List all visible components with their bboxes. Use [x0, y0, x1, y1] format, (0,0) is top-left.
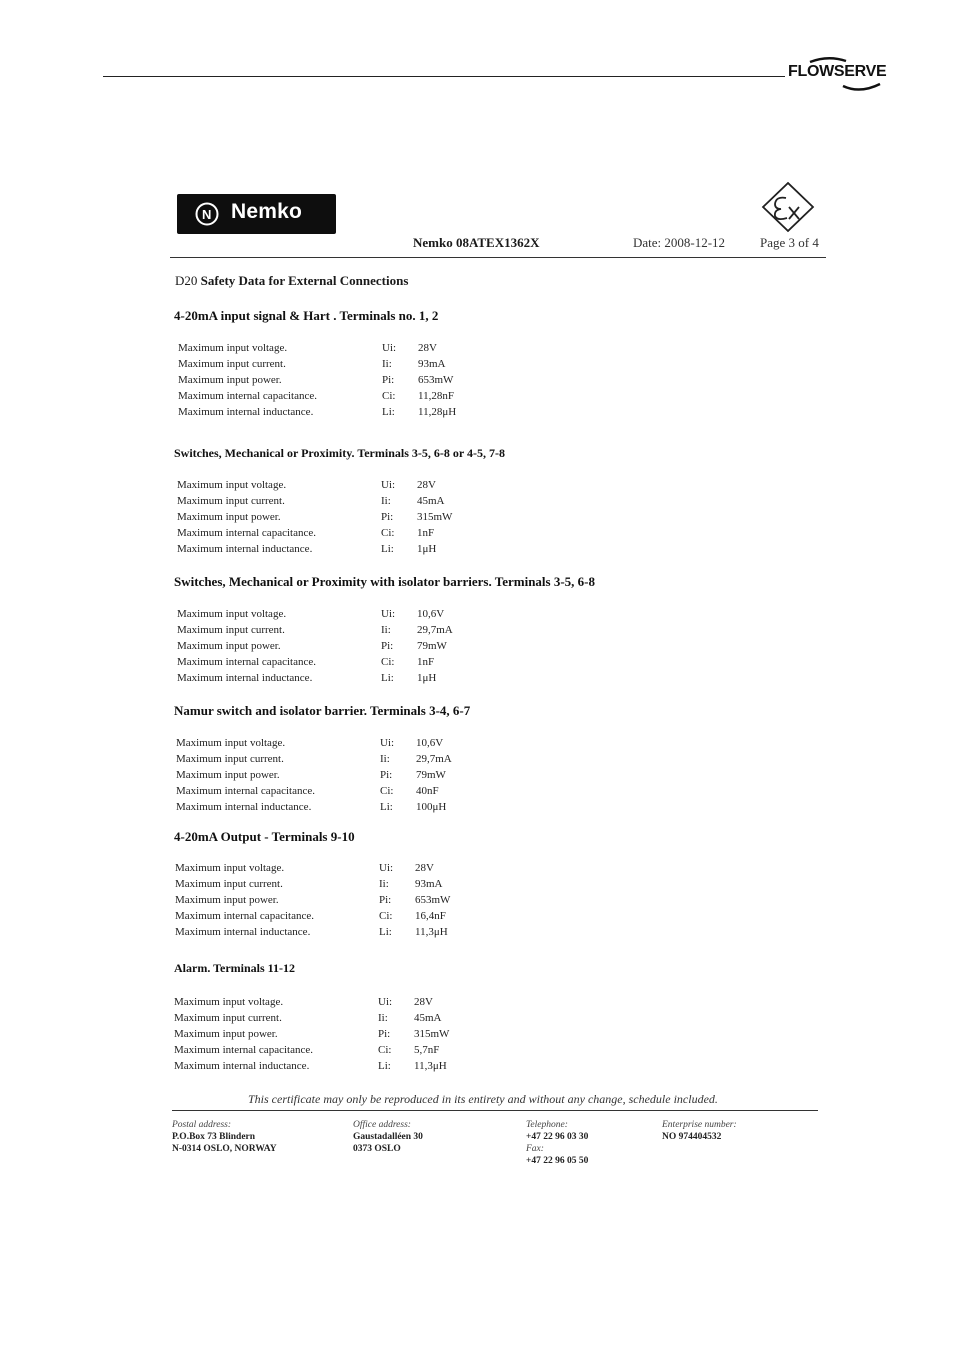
parameter-symbol: Pi: [381, 511, 394, 523]
parameter-symbol: Li: [381, 543, 394, 555]
parameter-label: Maximum input power. [175, 894, 279, 906]
parameter-value: 653mW [418, 374, 454, 386]
parameter-value: 45mA [417, 495, 445, 507]
parameter-label: Maximum input power. [174, 1028, 278, 1040]
footer-enterprise [662, 1119, 737, 1143]
parameter-label: Maximum input current. [176, 753, 284, 765]
nemko-n-icon [194, 202, 224, 228]
flowserve-logo-text: FLOWSERVE [788, 63, 887, 80]
enterprise-number: NO 974404532 [662, 1132, 722, 1142]
parameter-symbol: Ci: [378, 1044, 392, 1056]
parameter-value: 315mW [417, 511, 453, 523]
parameter-label: Maximum internal capacitance. [178, 390, 317, 402]
parameter-symbol: Ii: [381, 495, 391, 507]
office-address-label: Office address: [353, 1120, 411, 1130]
parameter-symbol: Ui: [381, 479, 396, 491]
parameter-symbol: Pi: [380, 769, 393, 781]
parameter-value: 45mA [414, 1012, 442, 1024]
parameter-symbol: Li: [378, 1060, 391, 1072]
parameter-symbol: Ci: [381, 527, 395, 539]
parameter-label: Maximum internal capacitance. [177, 527, 316, 539]
fax-label: Fax: [526, 1144, 544, 1154]
parameter-symbol: Ci: [382, 390, 396, 402]
parameter-symbol: Ii: [379, 878, 389, 890]
parameter-label: Maximum input power. [177, 640, 281, 652]
parameter-symbol: Li: [381, 672, 394, 684]
parameter-value: 315mW [414, 1028, 450, 1040]
ex-hexagon-icon [759, 180, 817, 236]
parameter-symbol: Ii: [380, 753, 390, 765]
parameter-value: 29,7mA [416, 753, 452, 765]
office-address-line1: Gaustadalléen 30 [353, 1132, 423, 1142]
parameter-value: 11,3μH [414, 1060, 447, 1072]
certificate-number: Nemko 08ATEX1362X [413, 235, 540, 250]
parameter-value: 1μH [417, 543, 437, 555]
parameter-value: 10,6V [417, 608, 445, 620]
parameter-label: Maximum internal capacitance. [176, 785, 315, 797]
certificate-date: Date: 2008-12-12 [633, 235, 726, 250]
parameter-value: 93mA [415, 878, 443, 890]
parameter-label: Maximum input voltage. [178, 342, 288, 354]
parameter-value: 5,7nF [414, 1044, 440, 1056]
parameter-value: 79mW [417, 640, 447, 652]
reproduction-disclaimer: This certificate may only be reproduced in its entirety and without any change, schedule included. [248, 1092, 718, 1106]
parameter-value: 93mA [418, 358, 446, 370]
parameter-symbol: Pi: [378, 1028, 391, 1040]
parameter-symbol: Ui: [380, 737, 395, 749]
flowserve-logo [788, 56, 898, 96]
parameter-symbol: Ui: [379, 862, 394, 874]
parameter-value: 1nF [417, 527, 435, 539]
parameter-label: Maximum input current. [177, 624, 285, 636]
parameter-value: 28V [418, 342, 437, 354]
parameter-symbol: Li: [379, 926, 392, 938]
section-heading: Alarm. Terminals 11-12 [174, 961, 296, 975]
parameter-symbol: Li: [380, 801, 393, 813]
parameter-value: 40nF [416, 785, 439, 797]
parameter-label: Maximum input voltage. [176, 737, 286, 749]
section-heading: Switches, Mechanical or Proximity. Terminals 3-5, 6-8 or 4-5, 7-8 [174, 446, 505, 460]
parameter-value: 28V [415, 862, 434, 874]
parameter-symbol: Ci: [381, 656, 395, 668]
parameter-label: Maximum input power. [176, 769, 280, 781]
enterprise-number-label: Enterprise number: [662, 1120, 737, 1130]
parameter-value: 653mW [415, 894, 451, 906]
document-code: D20 [175, 273, 198, 288]
section-heading: Namur switch and isolator barrier. Terminals 3-4, 6-7 [174, 703, 471, 718]
header-rule [103, 76, 785, 77]
parameter-symbol: Ii: [382, 358, 392, 370]
certificate-header-rule [170, 257, 826, 258]
parameter-value: 16,4nF [415, 910, 446, 922]
parameter-value: 28V [417, 479, 436, 491]
parameter-label: Maximum input current. [174, 1012, 282, 1024]
parameter-symbol: Pi: [379, 894, 392, 906]
parameter-symbol: Pi: [382, 374, 395, 386]
parameter-label: Maximum input current. [177, 495, 285, 507]
parameter-label: Maximum input voltage. [175, 862, 285, 874]
parameter-symbol: Ci: [379, 910, 393, 922]
parameter-label: Maximum internal inductance. [176, 801, 312, 813]
parameter-label: Maximum input voltage. [177, 608, 287, 620]
parameter-value: 11,28nF [418, 390, 454, 402]
parameter-label: Maximum internal inductance. [178, 406, 314, 418]
footer-postal-address [172, 1119, 277, 1155]
parameter-label: Maximum internal inductance. [177, 543, 313, 555]
parameter-symbol: Ci: [380, 785, 394, 797]
svg-text:N: N [202, 207, 212, 222]
parameter-symbol: Li: [382, 406, 395, 418]
parameter-value: 79mW [416, 769, 446, 781]
parameter-value: 1μH [417, 672, 437, 684]
parameter-label: Maximum input voltage. [177, 479, 287, 491]
parameter-value: 28V [414, 996, 433, 1008]
parameter-value: 100μH [416, 801, 447, 813]
parameter-symbol: Ui: [381, 608, 396, 620]
section-heading: Switches, Mechanical or Proximity with isolator barriers. Terminals 3-5, 6-8 [174, 574, 596, 589]
parameter-label: Maximum input current. [178, 358, 286, 370]
parameter-symbol: Pi: [381, 640, 394, 652]
telephone-label: Telephone: [526, 1120, 568, 1130]
footer-contact [526, 1119, 588, 1167]
parameter-label: Maximum input power. [178, 374, 282, 386]
parameter-value: 29,7mA [417, 624, 453, 636]
parameter-label: Maximum internal capacitance. [174, 1044, 313, 1056]
nemko-logo [177, 194, 336, 234]
nemko-logo-text: Nemko [231, 200, 303, 223]
postal-address-line2: N-0314 OSLO, NORWAY [172, 1144, 277, 1154]
parameter-value: 10,6V [416, 737, 444, 749]
section-heading: 4-20mA Output - Terminals 9-10 [174, 829, 355, 844]
parameter-label: Maximum internal capacitance. [175, 910, 314, 922]
parameter-label: Maximum input current. [175, 878, 283, 890]
telephone-number: +47 22 96 03 30 [526, 1132, 589, 1142]
postal-address-line1: P.O.Box 73 Blindern [172, 1132, 256, 1142]
parameter-value: 1nF [417, 656, 435, 668]
parameter-label: Maximum input voltage. [174, 996, 284, 1008]
fax-number: +47 22 96 05 50 [526, 1156, 589, 1166]
parameter-symbol: Ui: [382, 342, 397, 354]
parameter-value: 11,3μH [415, 926, 448, 938]
postal-address-label: Postal address: [172, 1120, 232, 1130]
parameter-symbol: Ii: [381, 624, 391, 636]
parameter-value: 11,28μH [418, 406, 457, 418]
office-address-line2: 0373 OSLO [353, 1144, 401, 1154]
footer-office-address [353, 1119, 423, 1155]
document-title-text: Safety Data for External Connections [200, 273, 409, 288]
document-title [175, 273, 408, 289]
parameter-label: Maximum internal inductance. [177, 672, 313, 684]
parameter-label: Maximum input power. [177, 511, 281, 523]
parameter-symbol: Ui: [378, 996, 393, 1008]
parameter-label: Maximum internal inductance. [174, 1060, 310, 1072]
page-number: Page 3 of 4 [760, 235, 819, 250]
footer-rule [172, 1110, 818, 1111]
parameter-symbol: Ii: [378, 1012, 388, 1024]
section-heading: 4-20mA input signal & Hart . Terminals no. 1, 2 [174, 308, 439, 323]
parameter-label: Maximum internal capacitance. [177, 656, 316, 668]
parameter-label: Maximum internal inductance. [175, 926, 311, 938]
